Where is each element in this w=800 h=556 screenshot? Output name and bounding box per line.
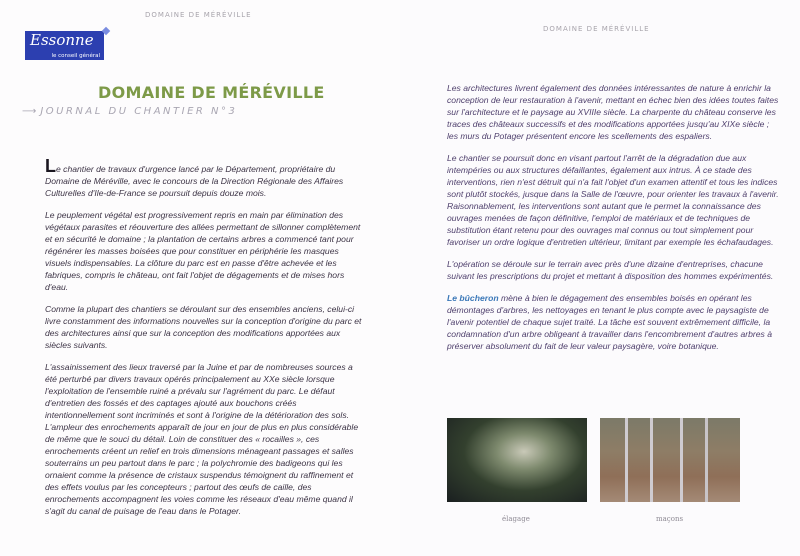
photo-elagage bbox=[447, 418, 587, 502]
paragraph: L'assainissement des lieux traversé par la Juine et par de nombreuses sources a été perturbé par divers travaux opérés principalement au XXe siècle lorsque l'exploitation de l'ensemble ruiné a prévalu sur l'agrément du parc. Le défaut d'entretien des fossés et des captages ajouté aux bouchons créés intentionnellement sont incriminés et sont à l'origine de la détérioration des sols. L'ampleur des enrochements apparaît de jour en jour de plus en plus considérable de même que le souci du détail. Loin de constituer des « rocailles », ces enrochements créent un relief en trois dimensions ménageant passages et salles souterrains un peu partout dans le parc ; la polychromie des badigeons qui les ornaient comme la présence de cristaux suspendus témoignent du raffinement et des effets voulus par les concepteurs ; partout des œufs de caille, des enrochements accompagnent les voies comme les réseaux d'eau même quand il s'agit du canal de puisage de l'eau dans le Potager. bbox=[45, 362, 359, 516]
right-column bbox=[447, 82, 779, 362]
logo-subtitle: le conseil général bbox=[51, 53, 100, 59]
photo-macons bbox=[600, 418, 740, 502]
running-head: DOMAINE DE MÉRÉVILLE bbox=[145, 11, 252, 19]
paragraph: Les architectures livrent également des données intéressantes de nature à enrichir la conception de leur restauration à l'avenir, mettant en échec bien des idées toutes faites sur l'architecture et le paysage au XVIIIe siècle. La charpente du château conserve les traces des châteaux successifs et des modifications apportées jusqu'au XIXe siècle ; les murs du Potager présentent encore les scellements des espaliers. bbox=[447, 83, 779, 141]
paragraph: Le chantier se poursuit donc en visant partout l'arrêt de la dégradation due aux intempéries ou aux structures défaillantes, également aux intrus. À ce stade des interventions, rien n'est détruit qui n'a fait l'objet d'un examen attentif et tous les indices sont plutôt stockés, jusque dans la Salle de l'œuvre, pour orienter les travaux à l'avenir. Raisonnablement, les interventions sont autant que le permet la connaissance des ouvrages menées de façon définitive, l'emploi de matériaux et de techniques de substitution étant retenu pour des ouvrages mal connus ou tout simplement pour favoriser un ordre logique d'entretien ultérieur, limitant par exemple les échafaudages. bbox=[447, 153, 779, 247]
running-head: DOMAINE DE MÉRÉVILLE bbox=[543, 25, 650, 33]
paragraph-text: e chantier de travaux d'urgence lancé par le Département, propriétaire du Domaine de Méréville, avec le concours de la Direction Régionale des Affaires Culturelles d'Ile-de-France se poursuit depuis douze mois. bbox=[45, 164, 344, 198]
diamond-icon bbox=[102, 27, 110, 35]
logo-script: Essonne bbox=[30, 31, 94, 49]
essonne-logo bbox=[25, 31, 104, 60]
page-subtitle bbox=[22, 106, 237, 117]
photo-caption: élagage bbox=[502, 515, 530, 523]
highlight-term: Le bûcheron bbox=[447, 293, 499, 303]
paragraph: Comme la plupart des chantiers se déroulant sur des ensembles anciens, celui-ci livre constamment des informations nouvelles sur la conception d'origine du parc et des architectures ainsi que sur la conception des modifications apportées aux siècles suivants. bbox=[45, 304, 362, 350]
paragraph bbox=[447, 292, 779, 352]
page-title: DOMAINE DE MÉRÉVILLE bbox=[98, 83, 325, 102]
arrow-icon: ⟶ bbox=[22, 106, 37, 117]
drop-cap: L bbox=[45, 156, 56, 176]
photo-caption: maçons bbox=[656, 515, 684, 523]
subtitle-text: JOURNAL DU CHANTIER N°3 bbox=[40, 106, 238, 117]
paragraph-text: mène à bien le dégagement des ensembles boisés en opérant les démontages d'arbres, les nettoyages en tenant le plus compte avec le paysagiste de l'avenir potentiel de chaque sujet traité. La tâche est souvent extrêmement difficile, la condamnation d'un arbre obligeant à travailler dans l'encombrement d'autres arbres à préserver absolument du fait de leur valeur paysagère, voire botanique. bbox=[447, 293, 772, 351]
paragraph bbox=[45, 156, 365, 199]
paragraph: Le peuplement végétal est progressivement repris en main par élimination des végétaux parasites et réouverture des allées permettant de sillonner complètement et en sécurité le domaine ; la plantation de certains arbres a commencé tant pour régénérer les masses boisées que pour constituer en périphérie les masques visuels indispensables. La clôture du parc est en passe d'être achevée et les fabriques, compris le château, ont fait l'objet de dégagements et de mises hors d'eau. bbox=[45, 210, 361, 292]
left-column bbox=[45, 156, 365, 527]
paragraph: L'opération se déroule sur le terrain avec près d'une dizaine d'entreprises, chacune suivant les prescriptions du projet et mettant à disposition des hommes expérimentés. bbox=[447, 259, 774, 281]
